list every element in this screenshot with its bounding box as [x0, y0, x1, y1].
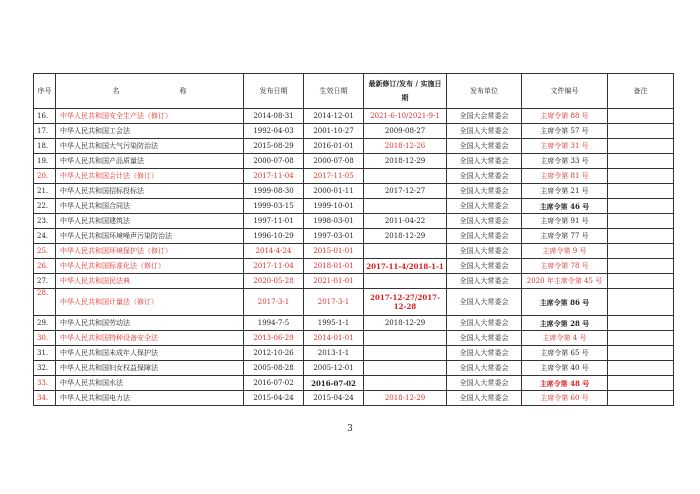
row-issuer: 全国人大常委会	[447, 259, 522, 274]
table-row	[34, 244, 674, 259]
row-seq: 31.	[34, 346, 56, 361]
row-doc-number: 主席令第 4 号	[522, 331, 608, 346]
row-effective-date: 2017-3-1	[304, 289, 364, 316]
row-publish-date: 2017-3-1	[244, 289, 304, 316]
row-doc-number: 主席令第 88 号	[522, 109, 608, 124]
row-latest-date: 2018-12-26	[364, 139, 447, 154]
row-name: 中华人民共和国大气污染防治法	[56, 139, 244, 154]
row-note	[608, 361, 674, 376]
row-seq: 27.	[34, 274, 56, 289]
header-effective-date: 生效日期	[304, 74, 364, 109]
table-row	[34, 139, 674, 154]
row-name: 中华人民共和国安全生产法（修订）	[56, 109, 244, 124]
row-issuer: 全国人大常委会	[447, 139, 522, 154]
row-name: 中华人民共和国建筑法	[56, 214, 244, 229]
row-seq: 33.	[34, 376, 56, 391]
row-latest-date	[364, 244, 447, 259]
row-publish-date: 2013-06-29	[244, 331, 304, 346]
row-seq: 25.	[34, 244, 56, 259]
row-latest-date: 2017-11-4/2018-1-1	[364, 259, 447, 274]
row-latest-date: 2018-12-29	[364, 391, 447, 406]
row-doc-number: 主席令第 77 号	[522, 229, 608, 244]
row-name: 中华人民共和国环境保护法（修订）	[56, 244, 244, 259]
header-issuer: 发布单位	[447, 74, 522, 109]
row-doc-number: 2020 年主席令第 45 号	[522, 274, 608, 289]
row-effective-date: 2016-01-01	[304, 139, 364, 154]
row-seq: 32.	[34, 361, 56, 376]
row-publish-date: 2005-08-28	[244, 361, 304, 376]
row-note	[608, 154, 674, 169]
row-seq: 28.	[34, 289, 56, 316]
row-publish-date: 2015-04-24	[244, 391, 304, 406]
row-doc-number: 主席令第 40 号	[522, 361, 608, 376]
row-issuer: 全国人大常委会	[447, 289, 522, 316]
row-publish-date: 2015-08-29	[244, 139, 304, 154]
row-note	[608, 109, 674, 124]
row-issuer: 全国人大常委会	[447, 154, 522, 169]
row-doc-number: 主席令第 81 号	[522, 169, 608, 184]
header-doc-number: 文件编号	[522, 74, 608, 109]
row-doc-number: 主席令第 48 号	[522, 376, 608, 391]
row-doc-number: 主席令第 65 号	[522, 346, 608, 361]
row-publish-date: 1994-7-5	[244, 316, 304, 331]
row-effective-date: 2014-01-01	[304, 331, 364, 346]
row-issuer: 全国人大常委会	[447, 274, 522, 289]
row-publish-date: 2017-11-04	[244, 259, 304, 274]
row-latest-date: 2009-08-27	[364, 124, 447, 139]
row-latest-date: 2011-04-22	[364, 214, 447, 229]
row-doc-number: 主席令第 28 号	[522, 316, 608, 331]
row-publish-date: 2000-07-08	[244, 154, 304, 169]
row-doc-number: 主席令第 57 号	[522, 124, 608, 139]
table-row	[34, 376, 674, 391]
row-issuer: 全国人大常委会	[447, 316, 522, 331]
row-issuer: 全国人大常委会	[447, 376, 522, 391]
table-row	[34, 316, 674, 331]
header-name-char-2: 称	[179, 86, 187, 95]
row-doc-number: 主席令第 78 号	[522, 259, 608, 274]
row-note	[608, 139, 674, 154]
row-seq: 23.	[34, 214, 56, 229]
table-row	[34, 169, 674, 184]
row-note	[608, 331, 674, 346]
row-note	[608, 259, 674, 274]
table-row	[34, 289, 674, 316]
row-issuer: 全国人大常委会	[447, 391, 522, 406]
row-issuer: 全国人大常委会	[447, 346, 522, 361]
row-latest-date	[364, 331, 447, 346]
row-name: 中华人民共和国会计法（修订）	[56, 169, 244, 184]
row-effective-date: 2016-07-02	[304, 376, 364, 391]
row-issuer: 全国人大常委会	[447, 331, 522, 346]
table-row	[34, 361, 674, 376]
row-seq: 20.	[34, 169, 56, 184]
table-row	[34, 331, 674, 346]
row-note	[608, 229, 674, 244]
table-row	[34, 199, 674, 214]
row-publish-date: 1999-08-30	[244, 184, 304, 199]
row-issuer: 全国人大常委会	[447, 184, 522, 199]
page-number: 3	[347, 424, 353, 434]
row-latest-date	[364, 346, 447, 361]
row-publish-date: 2017-11-04	[244, 169, 304, 184]
row-effective-date: 1998-03-01	[304, 214, 364, 229]
row-latest-date	[364, 169, 447, 184]
row-seq: 17.	[34, 124, 56, 139]
row-note	[608, 214, 674, 229]
row-effective-date: 1995-1-1	[304, 316, 364, 331]
row-name: 中华人民共和国水法	[56, 376, 244, 391]
row-seq: 18.	[34, 139, 56, 154]
row-seq: 21.	[34, 184, 56, 199]
row-doc-number: 主席令第 9 号	[522, 244, 608, 259]
row-issuer: 全国人大常委会	[447, 229, 522, 244]
row-effective-date: 2021-01-01	[304, 274, 364, 289]
row-publish-date: 1999-03-15	[244, 199, 304, 214]
table-row	[34, 154, 674, 169]
row-note	[608, 274, 674, 289]
row-doc-number: 主席令第 91 号	[522, 214, 608, 229]
row-seq: 16.	[34, 109, 56, 124]
row-issuer: 全国人大常委会	[447, 361, 522, 376]
row-issuer: 全国人大常委会	[447, 244, 522, 259]
row-doc-number: 主席令第 46 号	[522, 199, 608, 214]
row-publish-date: 2014-4-24	[244, 244, 304, 259]
row-doc-number: 主席令第 60 号	[522, 391, 608, 406]
table-row	[34, 259, 674, 274]
row-issuer: 全国人大常委会	[447, 199, 522, 214]
row-publish-date: 1992-04-03	[244, 124, 304, 139]
header-publish-date: 发布日期	[244, 74, 304, 109]
row-name: 中华人民共和国环境噪声污染防治法	[56, 229, 244, 244]
row-latest-date	[364, 274, 447, 289]
row-latest-date: 2017-12-27	[364, 184, 447, 199]
row-issuer: 全国大会常委会	[447, 109, 522, 124]
row-issuer: 全国人大常委会	[447, 169, 522, 184]
row-effective-date: 2014-12-01	[304, 109, 364, 124]
row-note	[608, 244, 674, 259]
row-name: 中华人民共和国产品质量法	[56, 154, 244, 169]
row-effective-date: 1997-03-01	[304, 229, 364, 244]
row-effective-date: 2001-10-27	[304, 124, 364, 139]
row-latest-date: 2018-12-29	[364, 229, 447, 244]
row-publish-date: 2012-10-26	[244, 346, 304, 361]
row-note	[608, 346, 674, 361]
row-effective-date: 2015-01-01	[304, 244, 364, 259]
header-row	[34, 74, 674, 109]
row-publish-date: 1996-10-29	[244, 229, 304, 244]
row-effective-date: 2015-04-24	[304, 391, 364, 406]
row-latest-date	[364, 376, 447, 391]
header-seq: 序号	[34, 74, 56, 109]
row-latest-date	[364, 361, 447, 376]
header-latest-revision: 最新修订/发布 / 实施日期	[364, 74, 447, 109]
header-note: 备注	[608, 74, 674, 109]
row-doc-number: 主席令第 31 号	[522, 139, 608, 154]
row-seq: 29.	[34, 316, 56, 331]
row-seq: 24.	[34, 229, 56, 244]
row-doc-number: 主席令第 21 号	[522, 184, 608, 199]
row-seq: 34.	[34, 391, 56, 406]
row-note	[608, 316, 674, 331]
header-name	[56, 74, 244, 109]
row-latest-date: 2021-6-10/2021-9-1	[364, 109, 447, 124]
row-name: 中华人民共和国民法典	[56, 274, 244, 289]
row-publish-date: 1997-11-01	[244, 214, 304, 229]
table-row	[34, 391, 674, 406]
row-seq: 19.	[34, 154, 56, 169]
row-latest-date: 2018-12-29	[364, 316, 447, 331]
row-publish-date: 2020-05-28	[244, 274, 304, 289]
row-name: 中华人民共和国合同法	[56, 199, 244, 214]
row-publish-date: 2014-08-31	[244, 109, 304, 124]
row-effective-date: 2005-12-01	[304, 361, 364, 376]
row-name: 中华人民共和国未成年人保护法	[56, 346, 244, 361]
row-name: 中华人民共和国工会法	[56, 124, 244, 139]
row-doc-number: 主席令第 86 号	[522, 289, 608, 316]
row-name: 中华人民共和国计量法（修订）	[56, 289, 244, 316]
row-name: 中华人民共和国招标投标法	[56, 184, 244, 199]
table-row	[34, 109, 674, 124]
row-latest-date: 2018-12-29	[364, 154, 447, 169]
row-doc-number: 主席令第 33 号	[522, 154, 608, 169]
row-name: 中华人民共和国特种设备安全法	[56, 331, 244, 346]
row-latest-date	[364, 199, 447, 214]
row-name: 中华人民共和国电力法	[56, 391, 244, 406]
row-publish-date: 2016-07-02	[244, 376, 304, 391]
row-note	[608, 184, 674, 199]
table-row	[34, 346, 674, 361]
row-seq: 30.	[34, 331, 56, 346]
row-latest-date: 2017-12-27/2017-12-28	[364, 289, 447, 316]
row-effective-date: 2013-1-1	[304, 346, 364, 361]
row-effective-date: 2017-11-05	[304, 169, 364, 184]
row-note	[608, 289, 674, 316]
table-row	[34, 124, 674, 139]
row-note	[608, 199, 674, 214]
row-note	[608, 391, 674, 406]
row-name: 中华人民共和国妇女权益保障法	[56, 361, 244, 376]
row-seq: 26.	[34, 259, 56, 274]
row-effective-date: 2000-01-11	[304, 184, 364, 199]
row-note	[608, 376, 674, 391]
header-name-char-1: 名	[112, 86, 120, 95]
table-row	[34, 214, 674, 229]
table-row	[34, 229, 674, 244]
row-seq: 22.	[34, 199, 56, 214]
table-row	[34, 184, 674, 199]
row-effective-date: 1999-10-01	[304, 199, 364, 214]
row-name: 中华人民共和国劳动法	[56, 316, 244, 331]
row-name: 中华人民共和国标准化法（修订）	[56, 259, 244, 274]
laws-table	[33, 73, 674, 406]
row-effective-date: 2000-07-08	[304, 154, 364, 169]
row-note	[608, 124, 674, 139]
row-issuer: 全国人大常委会	[447, 214, 522, 229]
row-effective-date: 2018-01-01	[304, 259, 364, 274]
table-row	[34, 274, 674, 289]
row-issuer: 全国人大常委会	[447, 124, 522, 139]
row-note	[608, 169, 674, 184]
